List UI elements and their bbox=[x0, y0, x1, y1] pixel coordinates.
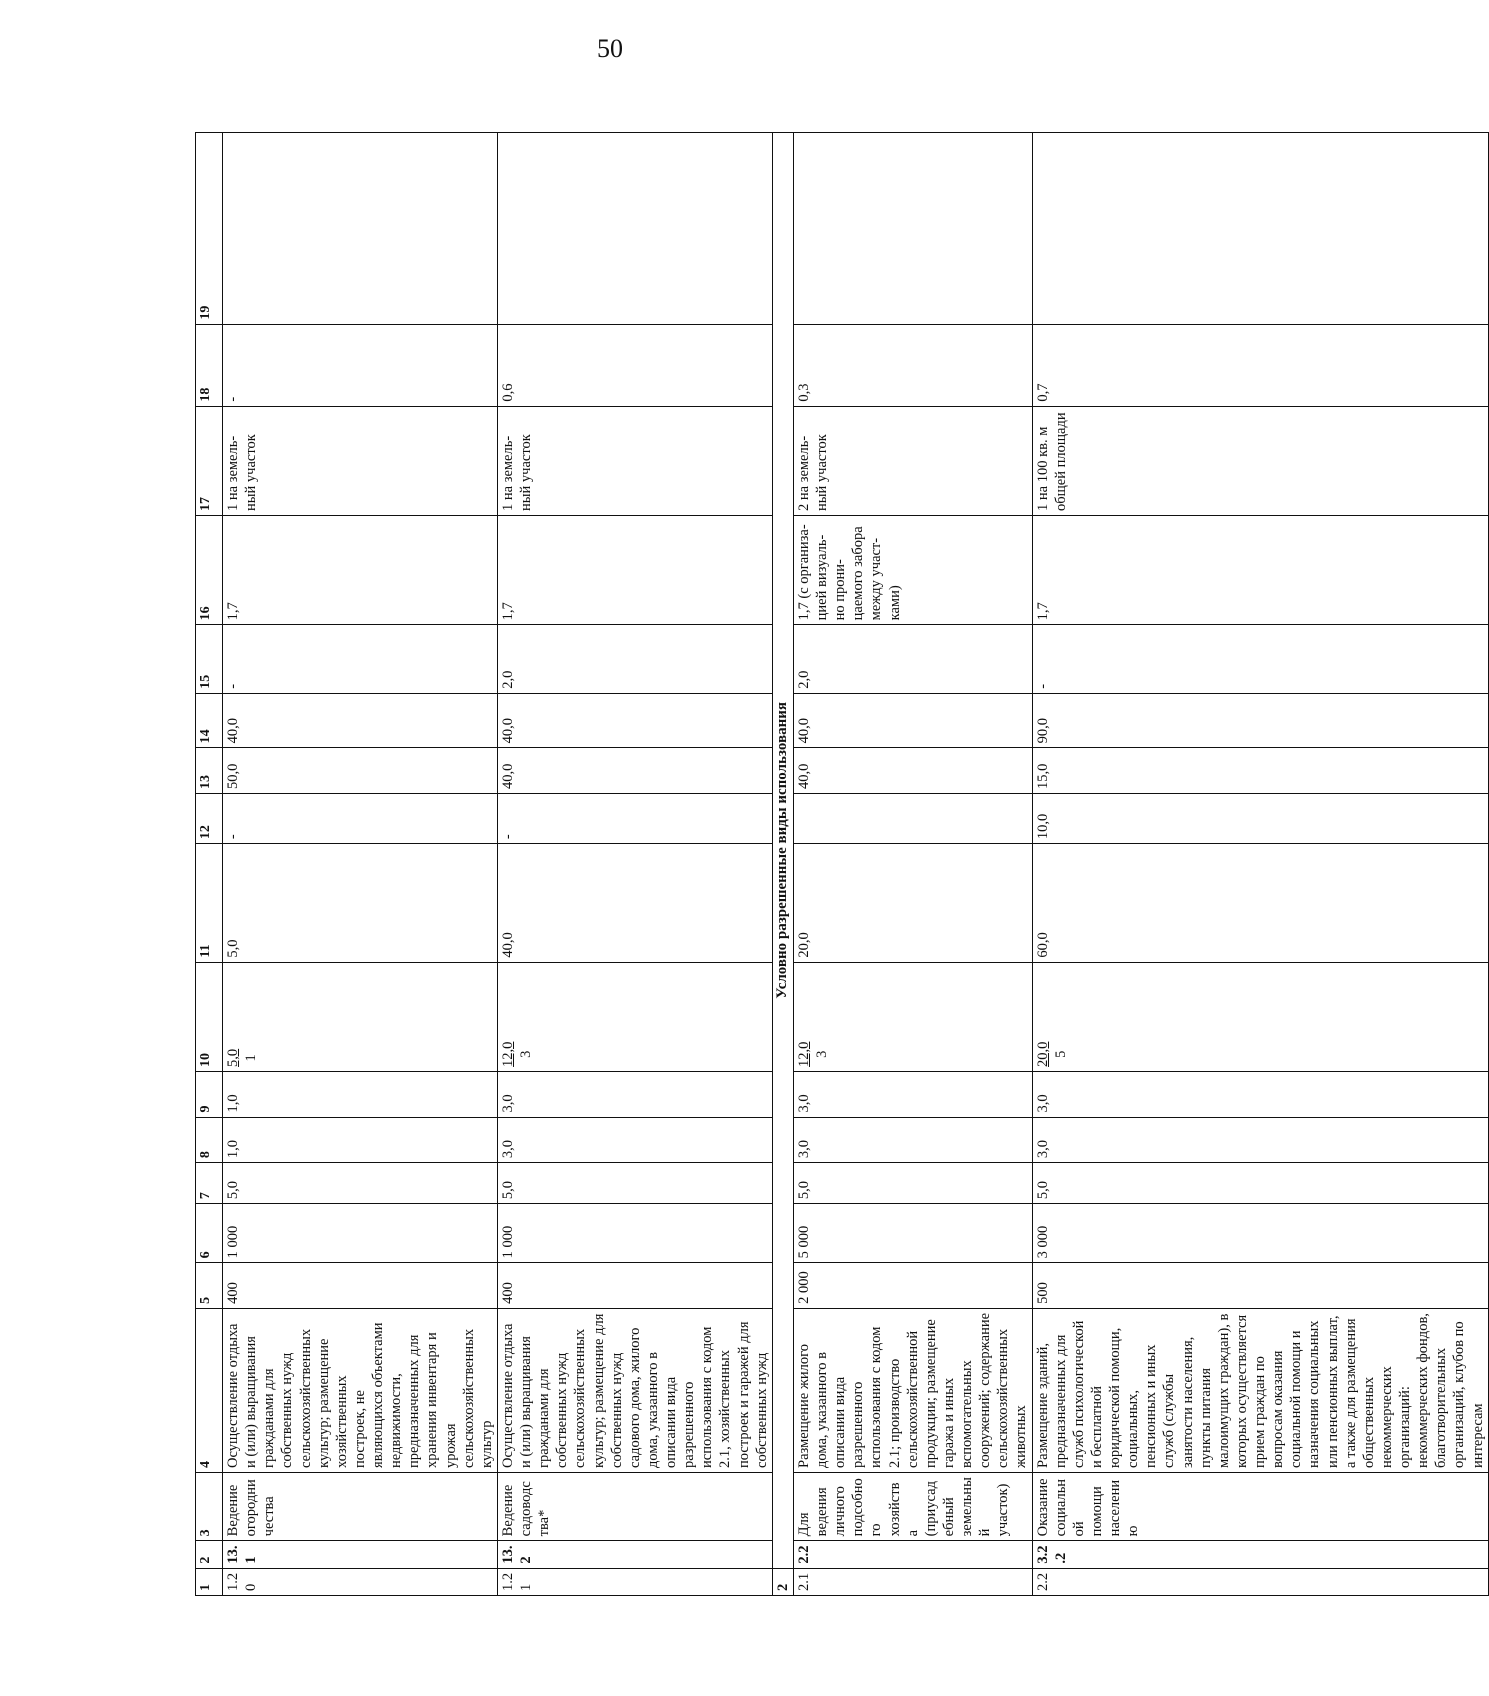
col-header: 11 bbox=[196, 844, 223, 962]
vri-description: Осуществление отдыха и (или) выращивания гражданами для собственных нужд сельскохозяйственных культур; размещение хозяйственных построек, не являющихся объектами недвижимости, предназначенных для хранения инвентаря и урожая сельскохозяйственных культур bbox=[223, 1308, 498, 1472]
setback-rear: 1,0 bbox=[223, 1071, 498, 1117]
col-header: 12 bbox=[196, 793, 223, 843]
table-row bbox=[793, 133, 1032, 1596]
height-value: 12,0 bbox=[499, 1041, 516, 1067]
fence-params: 1,7 bbox=[1032, 515, 1488, 624]
parking: 1 на земель-ный участок bbox=[223, 406, 498, 515]
col-header: 4 bbox=[196, 1308, 223, 1472]
min-area: 500 bbox=[1032, 1263, 1488, 1309]
zoning-parameters-table bbox=[195, 132, 1489, 1596]
min-area: 2 000 bbox=[793, 1263, 1032, 1309]
col-header: 13 bbox=[196, 748, 223, 794]
max-height-floors bbox=[223, 962, 498, 1071]
vri-code: 13.2 bbox=[497, 1541, 772, 1568]
col-header: 6 bbox=[196, 1204, 223, 1263]
min-landscaping: 15,0 bbox=[1032, 748, 1488, 794]
min-area: 400 bbox=[223, 1263, 498, 1309]
row-number: 1.21 bbox=[497, 1568, 772, 1595]
fence-params: 1,7 bbox=[223, 515, 498, 624]
parking: 2 на земель-ный участок bbox=[793, 406, 1032, 515]
column-number-row bbox=[196, 133, 223, 1596]
vri-code: 3.2.2 bbox=[1032, 1541, 1488, 1568]
rotated-table-container bbox=[195, 132, 1486, 1596]
col-header: 5 bbox=[196, 1263, 223, 1309]
floors-value: 3 bbox=[518, 1050, 534, 1058]
height-value: 20,0 bbox=[1034, 1041, 1051, 1067]
vri-code: 13.1 bbox=[223, 1541, 498, 1568]
notes bbox=[223, 133, 498, 325]
section-number: 2 bbox=[772, 1568, 793, 1595]
max-area: 5 000 bbox=[793, 1204, 1032, 1263]
max-area: 1 000 bbox=[223, 1204, 498, 1263]
setback-side: 1,0 bbox=[223, 1117, 498, 1163]
min-area: 400 bbox=[497, 1263, 772, 1309]
col-header: 8 bbox=[196, 1117, 223, 1163]
row-number: 2.2 bbox=[1032, 1568, 1488, 1595]
fence-height: - bbox=[223, 625, 498, 693]
floors-value: 5 bbox=[1052, 1050, 1069, 1058]
vri-description: Размещение зданий, предназначенных для служб психологической и бесплатной юридической помощи, социальных, пенсионных и иных служб (службы занятости населения, пункты питания малоимущих граждан), в которых осуществляется прием граждан по вопросам оказания социальной помощи и назначения социальных или пенсионных выплат, а также для размещения общественных некоммерческих организаций: некоммерческих фондов, благотворительных организаций, клубов по интересам bbox=[1032, 1308, 1488, 1472]
min-coverage: - bbox=[223, 793, 498, 843]
setback-rear: 3,0 bbox=[793, 1071, 1032, 1117]
max-height-floors bbox=[497, 962, 772, 1071]
page-number: 50 bbox=[597, 34, 623, 63]
height-value: 12,0 bbox=[795, 1041, 812, 1067]
section-title: Условно разрешенные виды использования bbox=[772, 133, 793, 1569]
col-header: 18 bbox=[196, 324, 223, 406]
fence-params: 1,7 bbox=[497, 515, 772, 624]
section-row bbox=[772, 133, 793, 1596]
table-row bbox=[1032, 133, 1488, 1596]
setback-street: 5,0 bbox=[793, 1163, 1032, 1204]
height-value: 5,0 bbox=[225, 1048, 241, 1067]
setback-rear: 3,0 bbox=[497, 1071, 772, 1117]
fence-height: 2,0 bbox=[497, 625, 772, 693]
min-landscaping: 40,0 bbox=[793, 748, 1032, 794]
col-header: 9 bbox=[196, 1071, 223, 1117]
density: - bbox=[223, 324, 498, 406]
max-landscaping: 40,0 bbox=[223, 693, 498, 748]
notes bbox=[793, 133, 1032, 325]
max-coverage: 60,0 bbox=[1032, 844, 1488, 962]
density: 0,6 bbox=[497, 324, 772, 406]
col-header: 16 bbox=[196, 515, 223, 624]
col-header: 10 bbox=[196, 962, 223, 1071]
col-header: 7 bbox=[196, 1163, 223, 1204]
fence-height: 2,0 bbox=[793, 625, 1032, 693]
min-coverage: - bbox=[497, 793, 772, 843]
col-header: 2 bbox=[196, 1541, 223, 1568]
notes bbox=[1032, 133, 1488, 325]
max-landscaping: 40,0 bbox=[793, 693, 1032, 748]
max-height-floors bbox=[793, 962, 1032, 1071]
setback-street: 5,0 bbox=[497, 1163, 772, 1204]
vri-description: Размещение жилого дома, указанного в описании вида разрешенного использования с кодом 2.1; производство сельскохозяйственной продукции; размещение гаража и иных вспомогательных сооружений; содержание сельскохозяйственных животных bbox=[793, 1308, 1032, 1472]
col-header: 15 bbox=[196, 625, 223, 693]
setback-side: 3,0 bbox=[1032, 1117, 1488, 1163]
vri-name: Для ведения личного подсобного хозяйства (приусадебный земельный участок) bbox=[793, 1472, 1032, 1540]
max-area: 1 000 bbox=[497, 1204, 772, 1263]
min-coverage: 10,0 bbox=[1032, 793, 1488, 843]
setback-side: 3,0 bbox=[497, 1117, 772, 1163]
max-landscaping: 40,0 bbox=[497, 693, 772, 748]
max-landscaping: 90,0 bbox=[1032, 693, 1488, 748]
vri-name: Ведение огородничества bbox=[223, 1472, 498, 1540]
fence-height: - bbox=[1032, 625, 1488, 693]
setback-side: 3,0 bbox=[793, 1117, 1032, 1163]
setback-rear: 3,0 bbox=[1032, 1071, 1488, 1117]
min-coverage bbox=[793, 793, 1032, 843]
parking: 1 на 100 кв. м общей площади bbox=[1032, 406, 1488, 515]
min-landscaping: 40,0 bbox=[497, 748, 772, 794]
max-height-floors bbox=[1032, 962, 1488, 1071]
setback-street: 5,0 bbox=[223, 1163, 498, 1204]
floors-value: 1 bbox=[243, 1054, 260, 1062]
vri-description: Осуществление отдыха и (или) выращивания гражданами для собственных нужд сельскохозяйственных культур; размещение для собственных нужд садового дома, жилого дома, указанного в описании вида разрешенного использования с кодом 2.1, хозяйственных построек и гаражей для собственных нужд bbox=[497, 1308, 772, 1472]
setback-street: 5,0 bbox=[1032, 1163, 1488, 1204]
min-landscaping: 50,0 bbox=[223, 748, 498, 794]
density: 0,7 bbox=[1032, 324, 1488, 406]
vri-name: Оказание социальной помощи населению bbox=[1032, 1472, 1488, 1540]
row-number: 2.1 bbox=[793, 1568, 1032, 1595]
table-row bbox=[223, 133, 498, 1596]
table-row bbox=[497, 133, 772, 1596]
fence-params: 1,7 (с организа-цией визуаль-но прони-цаемого забора между участ-ками) bbox=[793, 515, 1032, 624]
col-header: 14 bbox=[196, 693, 223, 748]
max-coverage: 20,0 bbox=[793, 844, 1032, 962]
density: 0,3 bbox=[793, 324, 1032, 406]
vri-name: Ведение садоводства* bbox=[497, 1472, 772, 1540]
row-number: 1.20 bbox=[223, 1568, 498, 1595]
parking: 1 на земель-ный участок bbox=[497, 406, 772, 515]
col-header: 1 bbox=[196, 1568, 223, 1595]
max-area: 3 000 bbox=[1032, 1204, 1488, 1263]
max-coverage: 40,0 bbox=[497, 844, 772, 962]
vri-code: 2.2 bbox=[793, 1541, 1032, 1568]
col-header: 3 bbox=[196, 1472, 223, 1540]
col-header: 19 bbox=[196, 133, 223, 325]
floors-value: 3 bbox=[814, 1050, 830, 1058]
col-header: 17 bbox=[196, 406, 223, 515]
notes bbox=[497, 133, 772, 325]
max-coverage: 5,0 bbox=[223, 844, 498, 962]
